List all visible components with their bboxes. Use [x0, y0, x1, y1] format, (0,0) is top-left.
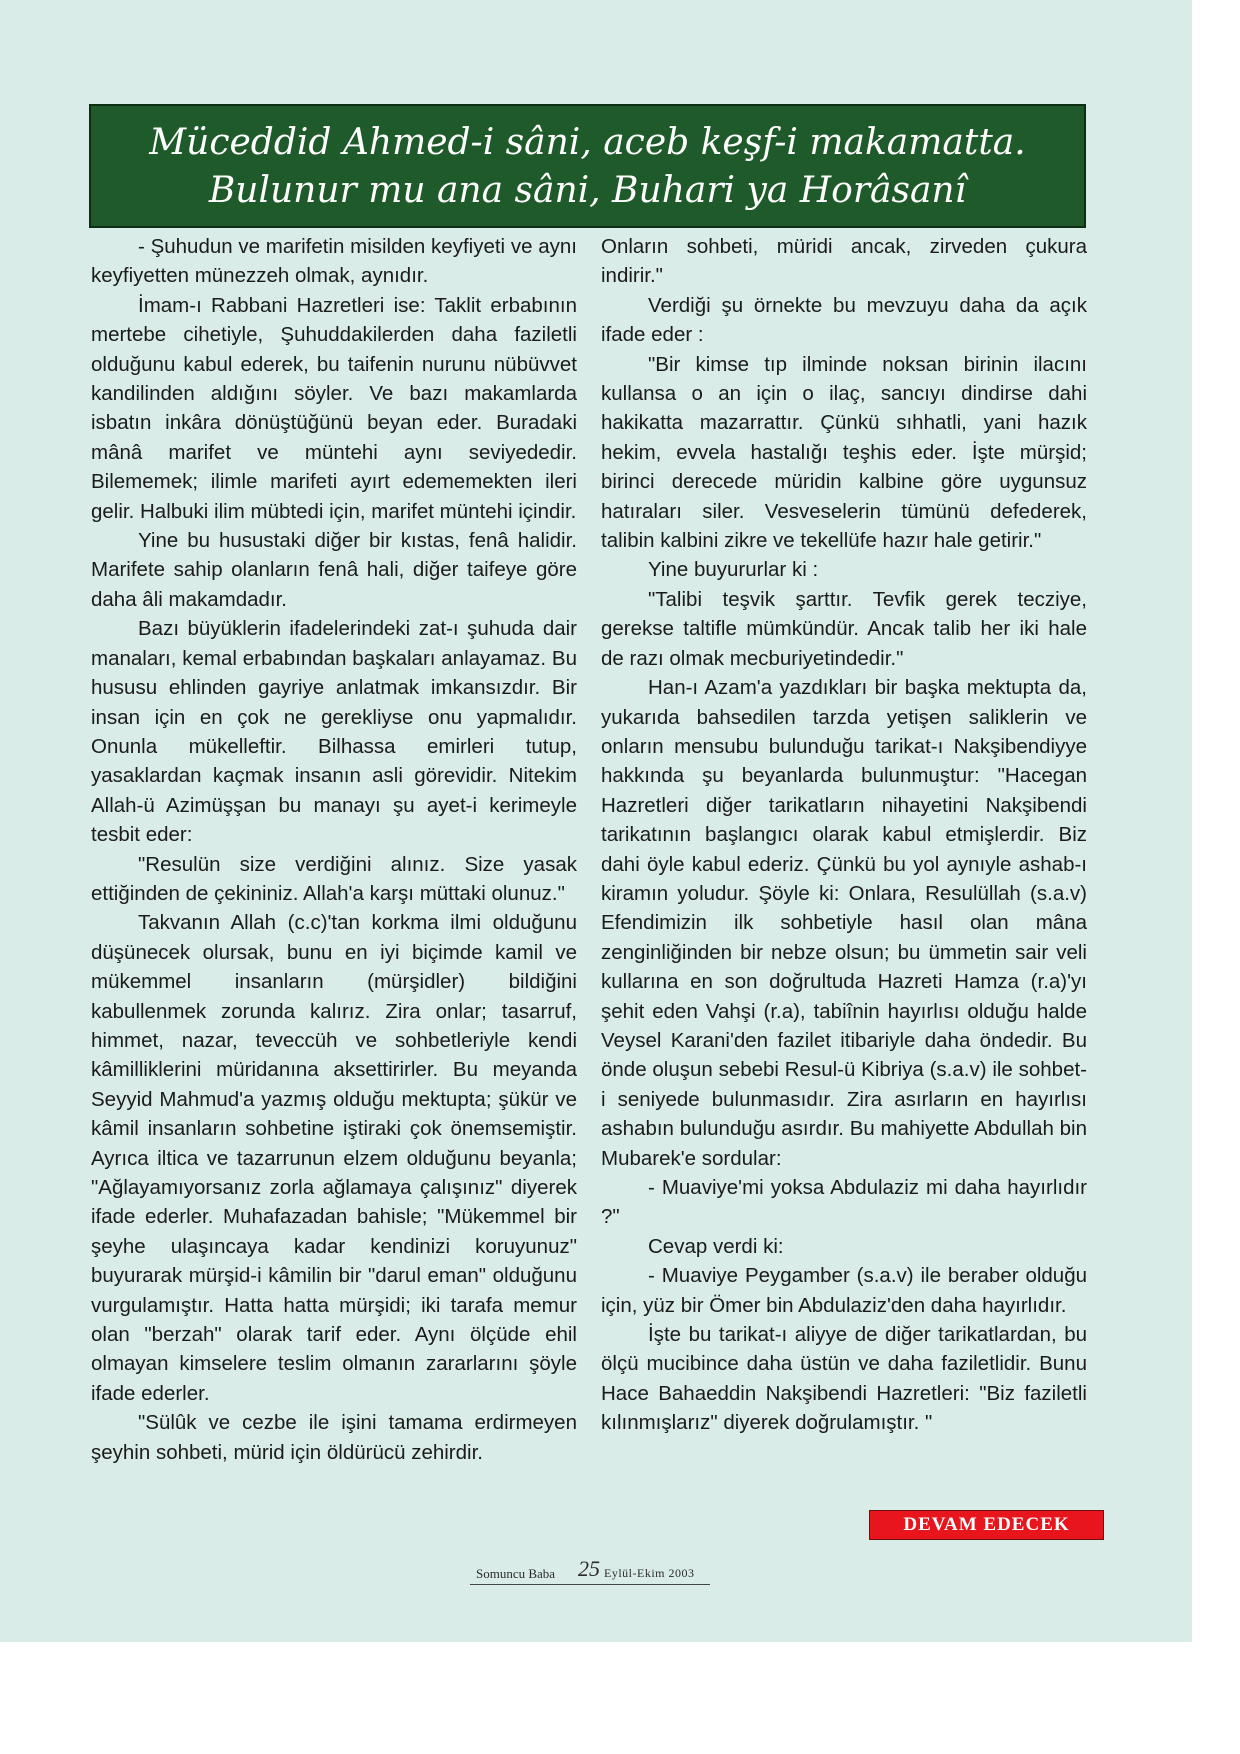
paragraph: Bazı büyüklerin ifadelerindeki zat-ı şuhuda dair manaları, kemal erbabından başkaları anlayamaz. Bu hususu ehlinden gayriye anlatmak imkansızdır. Bir insan için en çok ne gerekliyse onu yapmalıdır. Onunla mükelleftir. Bilhassa emirleri tutup, yasaklardan kaçmak insanın asli görevidir. Nitekim Allah-ü Azimüşşan bu manayı şu ayet-i kerimeyle tesbit eder: [91, 617, 577, 847]
left-column [91, 232, 577, 1467]
paragraph: Yine bu husustaki diğer bir kıstas, fenâ halidir. Marifete sahip olanların fenâ hali, diğer taifeye göre daha âli makamdadır. [91, 529, 577, 611]
paragraph: Onların sohbeti, müridi ancak, zirveden çukura indirir." [601, 235, 1087, 288]
paragraph: Han-ı Azam'a yazdıkları bir başka mektupta da, yukarıda bahsedilen tarzda yetişen saliklerin ve onların mensubu bulunduğu tarikat-ı Nakşibendiyye hakkında şu beyanlarda bulunmuştur: "Hacegan Hazretleri diğer tarikatların nihayetini Nakşibendi tarikatının başlangıcı olarak kabul etmişlerdir. Biz dahi öyle kabul ederiz. Çünkü bu yol aynıyle ashab-ı kiramın yoludur. Şöyle ki: Onlara, Resulüllah (s.a.v) Efendimizin ilk sohbetiyle hasıl olan mâna zenginliğinden bir nebze olsun; bu ümmetin sair veli kullarına en son doğrultuda Hazreti Hamza (r.a)'yı şehit eden Vahşi (r.a), tabiînin hayırlısı olduğu halde Veysel Karani'den fazilet itibariyle daha öndedir. Bu önde oluşun sebebi Resul-ü Kibriya (s.a.v) ile sohbet-i seniyede bulunmasıdır. Zira asırların en hayırlısı ashabın bulunduğu asırdır. Bu mahiyette Abdullah bin Mubarek'e sordular: [601, 676, 1087, 1170]
footer-rule [470, 1584, 710, 1585]
paragraph: "Resulün size verdiğini alınız. Size yasak ettiğinden de çekininiz. Allah'a karşı müttaki olunuz." [91, 852, 577, 905]
issue-date: Eylül-Ekim 2003 [604, 1566, 695, 1580]
paragraph: Takvanın Allah (c.c)'tan korkma ilmi olduğunu düşünecek olursak, bunu en iyi biçimde kamil ve mükemmel insanların (mürşidler) bildiğini kabullenmek zorunda kalırız. Zira onlar; tasarruf, himmet, nazar, teveccüh ve sohbetleriyle kendi kâmilliklerini müridanına aksettirirler. Bu meyanda Seyyid Mahmud'a yazmış olduğu mektupta; şükür ve kâmil insanların sohbetine iştiraki çok önemsemiştir. Ayrıca iltica ve tazarrunun elzem olduğunu beyanla; "Ağlayamıyorsanız zorla ağlamaya çalışınız" diyerek ifade ederler. Muhafazadan bahisle; "Mükemmel bir şeyhe ulaşıncaya kadar kendinizi koruyunuz" buyurarak mürşid-i kâmilin bir "darul eman" olduğunu vurgulamıştır. Hatta hatta mürşidi; iki tarafa memur olan "berzah" olarak tarif eder. Aynı ölçüde ehil olmayan kimselere teslim olmanın zararlarını şöyle ifade ederler. [91, 911, 577, 1405]
magazine-name: Somuncu Baba [476, 1566, 556, 1581]
paragraph: - Muaviye Peygamber (s.a.v) ile beraber olduğu için, yüz bir Ömer bin Abdulaziz'den daha hayırlıdır. [601, 1264, 1087, 1317]
paragraph: İmam-ı Rabbani Hazretleri ise: Taklit erbabının mertebe cihetiyle, Şuhuddakilerden daha faziletli olduğunu kabul ederek, bu taifenin nurunu nübüvvet kandilinden aldığını söyler. Ve bazı makamlarda isbatın inkâra dönüştüğünü beyan eder. Buradaki mânâ marifet ve müntehi aynı seviyededir. Bilememek; ilimle marifeti ayırt edememekten ileri gelir. Halbuki ilim mübtedi için, marifet müntehi içindir. [91, 293, 577, 523]
page-footer [470, 1554, 710, 1586]
paragraph: "Sülûk ve cezbe ile işini tamama erdirmeyen şeyhin sohbeti, mürid için öldürücü zehirdir. [91, 1411, 577, 1464]
paragraph: Yine buyururlar ki : [648, 558, 819, 582]
paragraph: "Bir kimse tıp ilminde noksan birinin ilacını kullansa o an için o ilaç, sancıyı dindirse dahi hakikatta mazarrattır. Çünkü sıhhatli, yani hazık hekim, evvela hastalığı teşhis eder. İşte mürşid; birinci derecede müridin kalbine göre uygunsuz hatıraları siler. Vesveselerin tümünü defederek, talibin kalbini zikre ve tekellüfe hazır hale getirir." [601, 352, 1087, 553]
paragraph: "Talibi teşvik şarttır. Tevfik gerek tecziye, gerekse taltifle mümkündür. Ancak talib her iki hale de razı olmak mecburiyetindedir." [601, 587, 1087, 670]
paragraph: Verdiği şu örnekte bu mevzuyu daha da açık ifade eder : [601, 293, 1087, 347]
paragraph: - Muaviye'mi yoksa Abdulaziz mi daha hayırlıdır ?" [601, 1176, 1087, 1229]
paragraph: İşte bu tarikat-ı aliyye de diğer tarikatlardan, bu ölçü mucibince daha üstün ve daha faziletlidir. Bunu Hace Bahaeddin Nakşibendi Hazretleri: "Biz faziletli kılınmışlarız" diyerek doğrulamıştır. " [601, 1323, 1087, 1435]
page-number: 25 [578, 1556, 600, 1581]
right-column [601, 232, 1087, 1438]
paragraph: Cevap verdi ki: [648, 1234, 784, 1258]
poem-line-2: Bulunur mu ana sâni, Buhari ya Horâsanî [208, 170, 967, 211]
continued-badge: DEVAM EDECEK [869, 1510, 1104, 1540]
poem-header [89, 104, 1086, 228]
paragraph: - Şuhudun ve marifetin misilden keyfiyeti ve aynı keyfiyetten münezzeh olmak, aynıdır. [91, 235, 577, 288]
poem-line-1: Müceddid Ahmed-i sâni, aceb keşf-i makamatta. [149, 122, 1026, 163]
